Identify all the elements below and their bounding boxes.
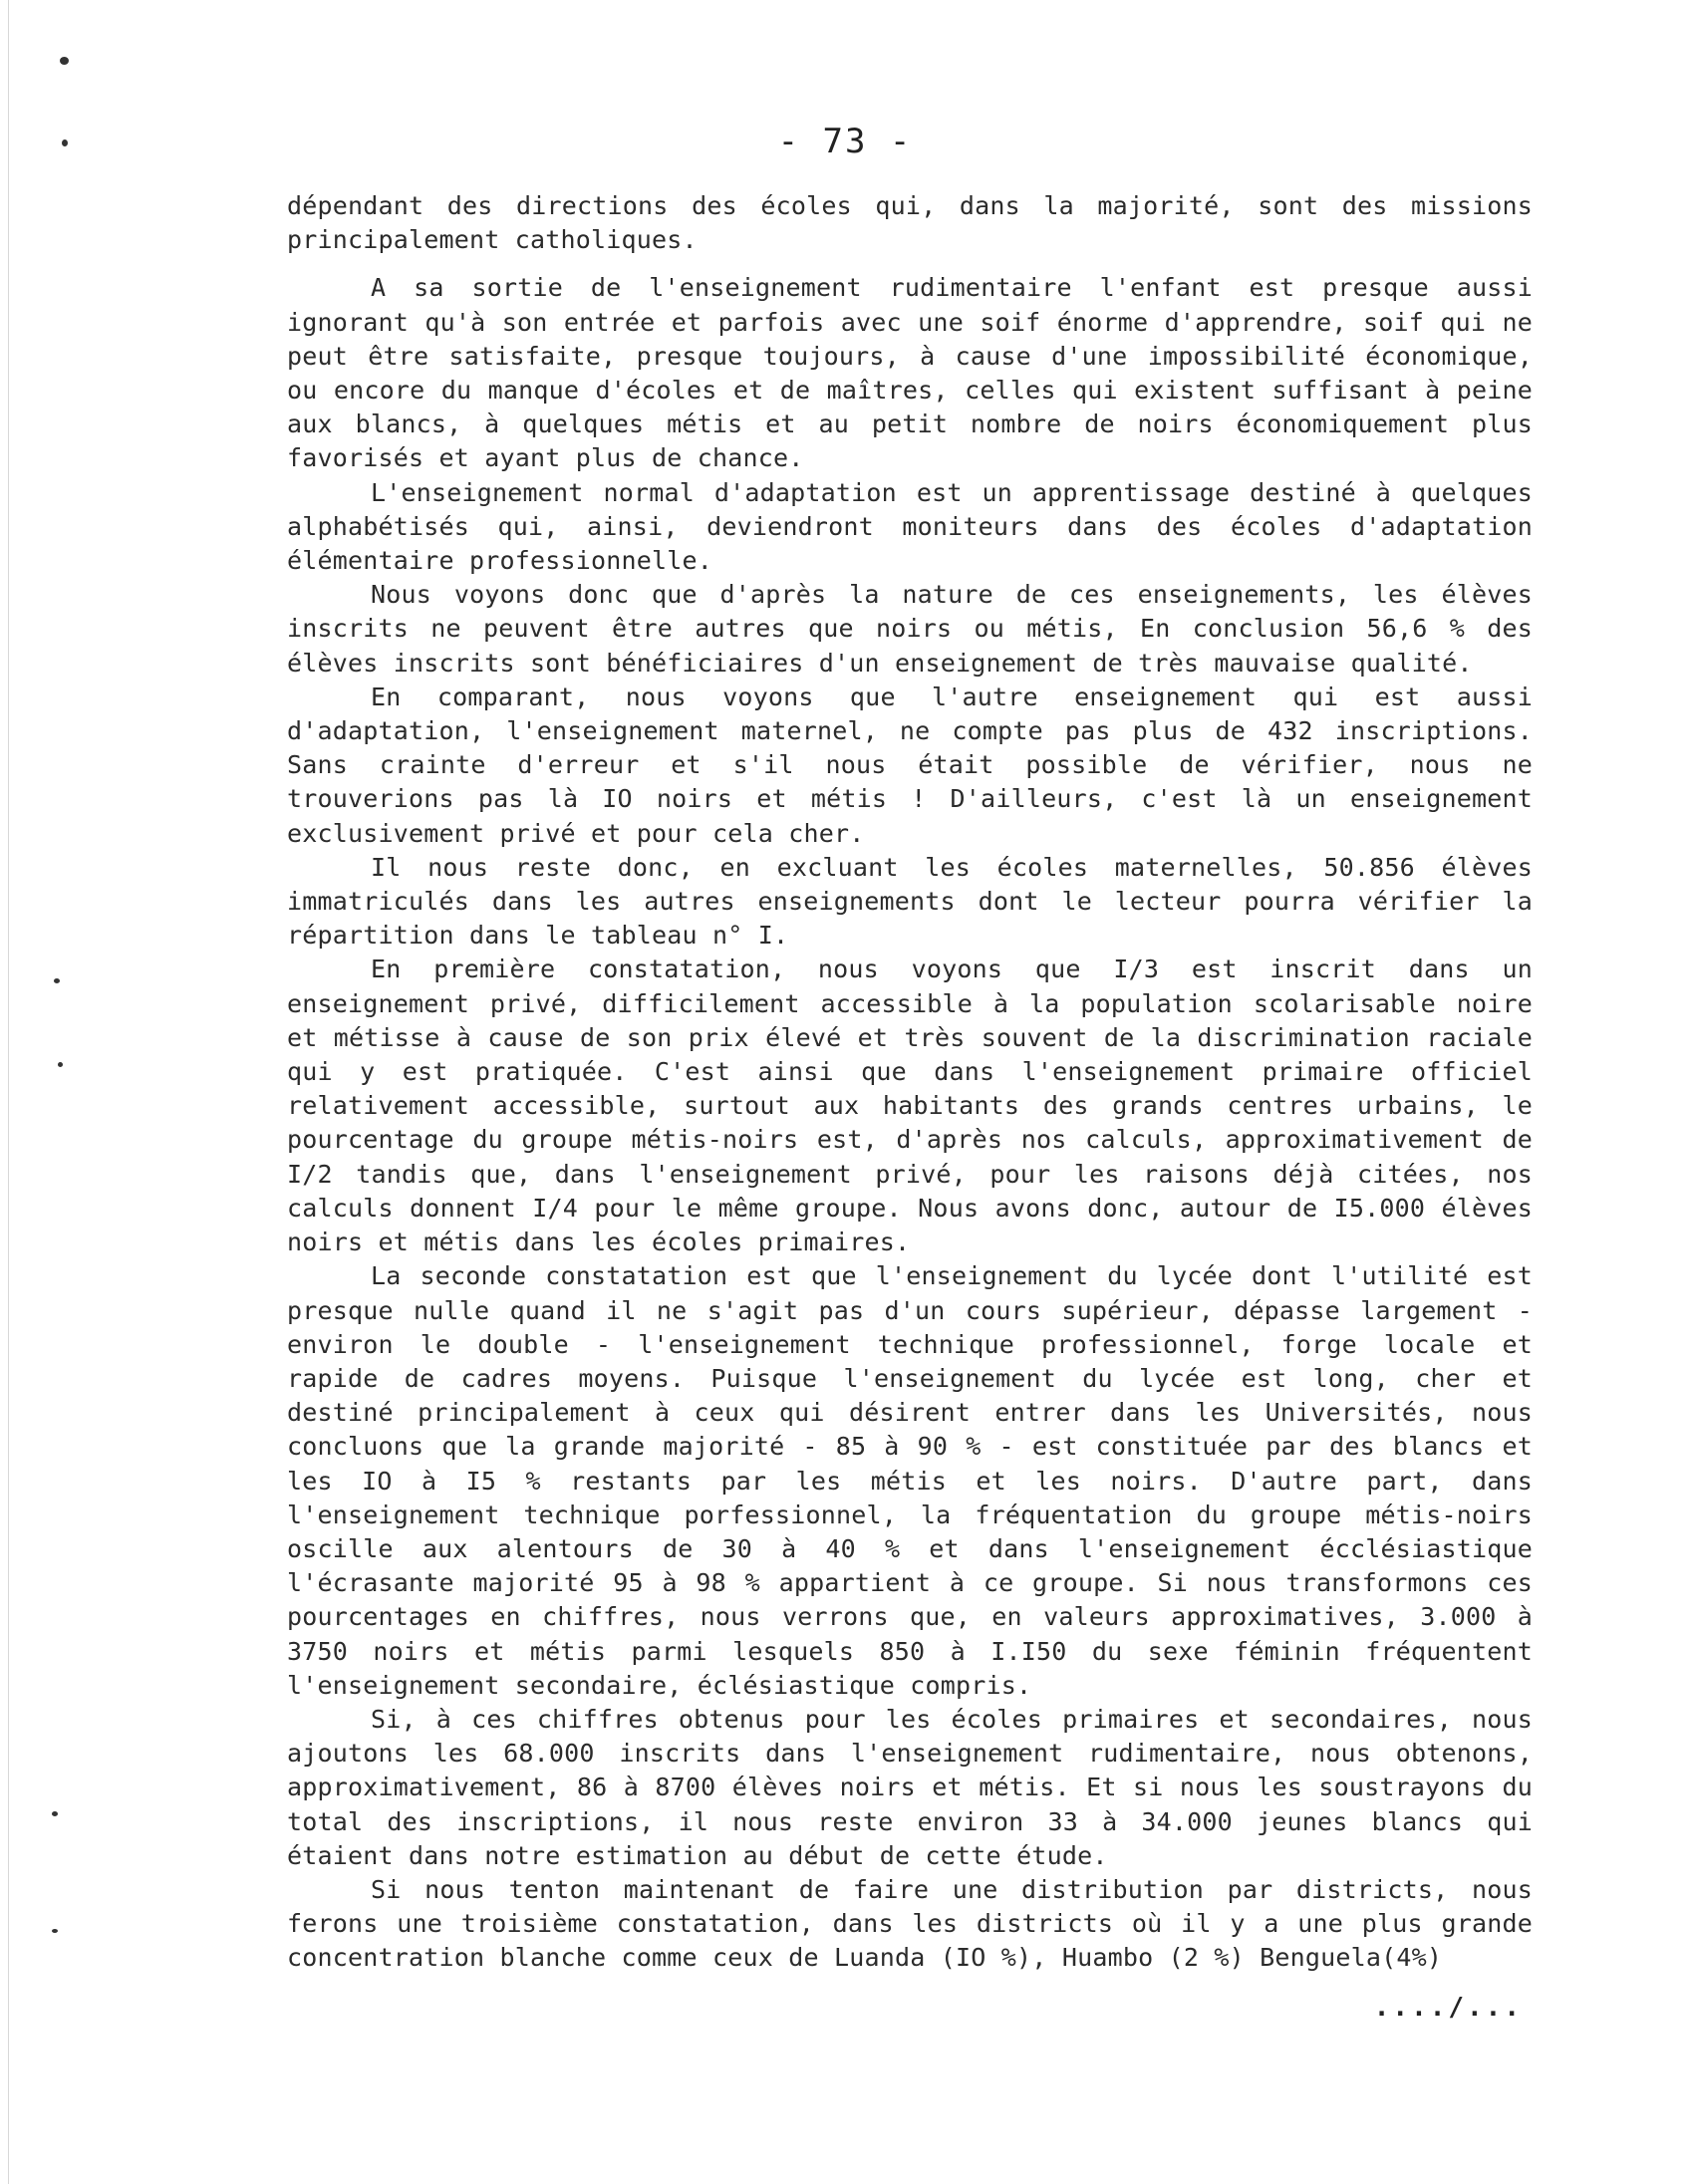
paragraph: En comparant, nous voyons que l'autre enseignement qui est aussi d'adaptation, l'enseignement maternel, ne compte pas plus de 432 inscriptions. Sans crainte d'erreur et s'il nous était possible de vérifier, nous ne trouverions pas là IO noirs et métis ! D'ailleurs, c'est là un enseignement exclusivement privé et pour cela cher. — [287, 682, 1533, 848]
paragraph: A sa sortie de l'enseignement rudimentaire l'enfant est presque aussi ignorant qu'à son entrée et parfois avec une soif énorme d'apprendre, soif qui ne peut être satisfaite, presque toujours, à cause d'une impossibilité économique, ou encore du manque d'écoles et de maîtres, celles qui existent suffisant à peine aux blancs, à quelques métis et au petit nombre de noirs économiquement plus favorisés et ayant plus de chance. — [287, 273, 1533, 473]
scan-speck-mark — [52, 1929, 58, 1933]
scan-margin-line — [8, 0, 9, 2184]
paragraph: dépendant des directions des écoles qui, dans la majorité, sont des missions principalement catholiques. — [287, 191, 1533, 255]
scan-speck-mark — [60, 57, 69, 65]
scan-speck-mark — [52, 1811, 58, 1816]
paragraph: En première constatation, nous voyons que I/3 est inscrit dans un enseignement privé, difficilement accessible à la population scolarisable noire et métisse à cause de son prix élevé et très souvent de la discrimination raciale qui y est pratiquée. C'est ainsi que dans l'enseignement primaire officiel relativement accessible, surtout aux habitants des grands centres urbains, le pourcentage du groupe métis-noirs est, d'après nos calculs, approximativement de I/2 tandis que, dans l'enseignement privé, pour les raisons déjà citées, nos calculs donnent I/4 pour le même groupe. Nous avons donc, autour de I5.000 élèves noirs et métis dans les écoles primaires. — [287, 955, 1533, 1257]
scan-speck-mark — [58, 1062, 63, 1067]
scan-speck-mark — [54, 978, 60, 983]
paragraph: L'enseignement normal d'adaptation est un apprentissage destiné à quelques alphabétisés qui, ainsi, deviendront moniteurs dans des écoles d'adaptation élémentaire professionnelle. — [287, 477, 1533, 576]
body-text — [287, 189, 1533, 1976]
paragraph: Nous voyons donc que d'après la nature de ces enseignements, les élèves inscrits ne peuvent être autres que noirs ou métis, En conclusion 56,6 % des élèves inscrits sont bénéficiaires d'un enseignement de très mauvaise qualité. — [287, 580, 1533, 678]
page-number: - 73 - — [777, 122, 913, 161]
paragraph: Si nous tenton maintenant de faire une distribution par districts, nous ferons une troisième constatation, dans les districts où il y a une plus grande concentration blanche comme ceux de Luanda (IO %), Huambo (2 %) Benguela(4%) — [287, 1874, 1533, 1973]
continuation-marker: ..../... — [1373, 1993, 1523, 2023]
paragraph: Si, à ces chiffres obtenus pour les écoles primaires et secondaires, nous ajoutons les 68.000 inscrits dans l'enseignement rudimentaire, nous obtenons, approximativement, 86 à 8700 élèves noirs et métis. Et si nous les soustrayons du total des inscriptions, il nous reste environ 33 à 34.000 jeunes blancs qui étaient dans notre estimation au début de cette étude. — [287, 1704, 1533, 1870]
paragraph: Il nous reste donc, en excluant les écoles maternelles, 50.856 élèves immatriculés dans les autres enseignements dont le lecteur pourra vérifier la répartition dans le tableau n° I. — [287, 852, 1533, 951]
paragraph: La seconde constatation est que l'enseignement du lycée dont l'utilité est presque nulle quand il ne s'agit pas d'un cours supérieur, dépasse largement - environ le double - l'enseignement technique professionnel, forge locale et rapide de cadres moyens. Puisque l'enseignement du lycée est long, cher et destiné principalement à ceux qui désirent entrer dans les Universités, nous concluons que la grande majorité - 85 à 90 % - est constituée par des blancs et les IO à I5 % restants par les métis et les noirs. D'autre part, dans l'enseignement technique porfessionnel, la fréquentation du groupe métis-noirs oscille aux alentours de 30 à 40 % et dans l'enseignement écclésiastique l'écrasante majorité 95 à 98 % appartient à ce groupe. Si nous transformons ces pourcentages en chiffres, nous verrons que, en valeurs approximatives, 3.000 à 3750 noirs et métis parmi lesquels 850 à I.I50 du sexe féminin fréquentent l'enseignement secondaire, éclésiastique compris. — [287, 1261, 1533, 1700]
